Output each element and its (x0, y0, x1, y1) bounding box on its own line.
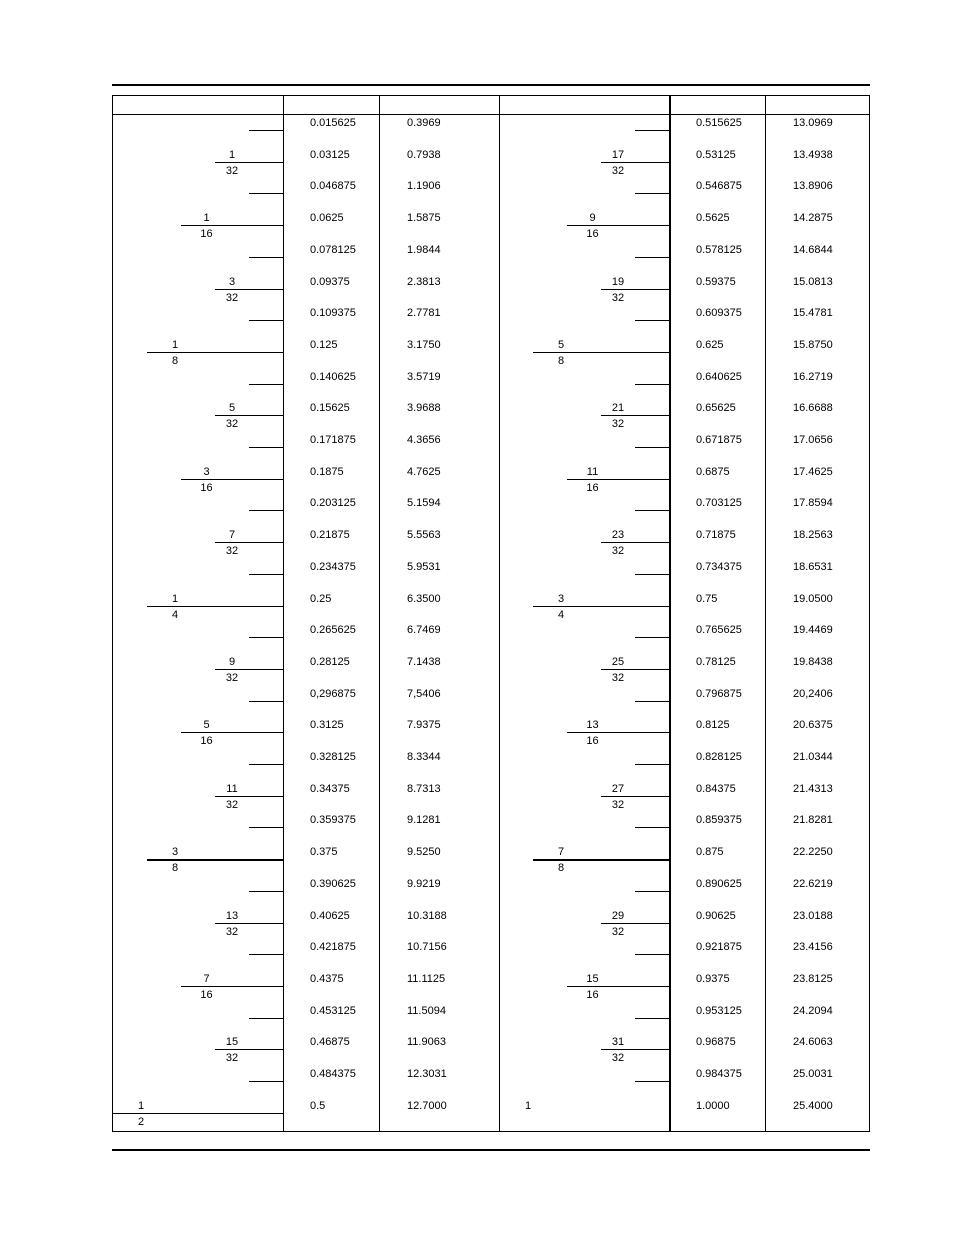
fraction-denominator: 2 (138, 1115, 145, 1128)
fraction-denominator: 32 (611, 798, 625, 811)
millimeter-value: 0.7938 (407, 148, 441, 161)
millimeter-value: 21.4313 (793, 782, 833, 795)
millimeter-value: 13.0969 (793, 117, 833, 129)
millimeter-value: 15.8750 (793, 338, 833, 351)
fraction-conversion-table (112, 95, 870, 1132)
fraction-denominator: 32 (611, 671, 625, 684)
fraction-denominator: 8 (172, 354, 179, 367)
millimeter-value: 1.5875 (407, 212, 441, 225)
fraction-numerator: 5 (558, 338, 565, 351)
fraction-numerator: 1 (138, 1099, 145, 1112)
fraction-numerator: 5 (228, 402, 236, 415)
fraction-bar (601, 289, 669, 290)
fraction-bar (147, 606, 283, 608)
top-rule (112, 84, 870, 86)
fraction-numerator: 3 (558, 592, 565, 605)
decimal-inch-value: 0.546875 (696, 180, 742, 193)
millimeter-value: 16.6688 (793, 402, 833, 415)
decimal-inch-value: 0.0625 (310, 212, 344, 225)
fraction-bar (249, 701, 283, 702)
millimeter-value: 22.2250 (793, 846, 833, 859)
fraction-denominator: 16 (586, 735, 599, 748)
millimeter-value: 4.7625 (407, 465, 441, 478)
millimeter-value: 3.9688 (407, 402, 441, 415)
millimeter-value: 23.0188 (793, 909, 833, 922)
fraction-bar (249, 130, 283, 131)
fraction-denominator: 8 (558, 354, 565, 367)
fraction-bar (635, 130, 669, 131)
fraction-denominator: 32 (611, 925, 625, 938)
fraction-numerator: 9 (228, 655, 236, 668)
fraction-bar (635, 954, 669, 955)
decimal-inch-value: 0.515625 (696, 117, 742, 129)
millimeter-value: 17.4625 (793, 465, 833, 478)
decimal-inch-value: 0.8125 (696, 719, 730, 732)
decimal-inch-value: 0.96875 (696, 1036, 736, 1049)
decimal-inch-value: 0.421875 (310, 941, 356, 954)
decimal-inch-value: 0.71875 (696, 529, 736, 542)
millimeter-value: 13.4938 (793, 148, 833, 161)
decimal-inch-value: 0.796875 (696, 687, 742, 700)
fraction-bar (533, 606, 669, 608)
fraction-numerator: 23 (611, 529, 625, 542)
millimeter-value: 19.0500 (793, 592, 833, 605)
fraction-bar (215, 289, 283, 290)
millimeter-value: 21.0344 (793, 751, 833, 763)
fraction-denominator: 32 (611, 291, 625, 304)
millimeter-value: 11.5094 (407, 1004, 446, 1017)
decimal-inch-value: 0.109375 (310, 307, 356, 320)
millimeter-value: 11.1125 (407, 972, 446, 985)
column-divider (669, 96, 671, 1131)
decimal-inch-value: 0.953125 (696, 1004, 742, 1017)
millimeter-value: 8.3344 (407, 751, 441, 763)
fraction-bar (567, 732, 669, 733)
fraction-denominator: 16 (586, 481, 599, 494)
fraction-numerator: 27 (611, 782, 625, 795)
decimal-inch-value: 0.4375 (310, 972, 344, 985)
fraction-numerator: 3 (172, 846, 179, 859)
fraction-bar (601, 923, 669, 924)
fraction-numerator: 11 (226, 782, 238, 795)
fraction-bar (601, 669, 669, 670)
decimal-inch-value: 0.046875 (310, 180, 356, 193)
fraction-bar (215, 796, 283, 797)
fraction-numerator: 7 (558, 846, 565, 859)
fraction-denominator: 16 (200, 481, 213, 494)
fraction-denominator: 16 (200, 735, 213, 748)
fraction-bar (635, 827, 669, 828)
fraction-denominator: 32 (611, 545, 625, 558)
fraction-numerator: 13 (586, 719, 599, 732)
fraction-bar (215, 542, 283, 543)
millimeter-value: 19.8438 (793, 655, 833, 668)
fraction-denominator: 16 (586, 988, 599, 1001)
decimal-inch-value: 0.140625 (310, 370, 356, 383)
fraction-bar (567, 986, 669, 987)
fraction-denominator: 32 (225, 291, 239, 304)
fraction-bar (635, 764, 669, 765)
fraction-numerator: 17 (611, 148, 625, 161)
millimeter-value: 20,2406 (793, 687, 833, 700)
fraction-bar (635, 320, 669, 321)
millimeter-value: 9.1281 (407, 814, 441, 827)
decimal-inch-value: 0.859375 (696, 814, 742, 827)
fraction-bar (601, 415, 669, 416)
millimeter-value: 14.6844 (793, 243, 833, 256)
millimeter-value: 7.9375 (407, 719, 441, 732)
fraction-numerator: 3 (228, 275, 236, 288)
fraction-numerator: 31 (611, 1036, 625, 1049)
fraction-bar (215, 162, 283, 163)
millimeter-value: 4.3656 (407, 434, 441, 446)
column-divider (765, 96, 766, 1131)
header-divider (113, 114, 869, 115)
fraction-bar (635, 701, 669, 702)
fraction-bar (567, 479, 669, 480)
fraction-numerator: 15 (225, 1036, 239, 1049)
fraction-denominator: 32 (225, 164, 239, 177)
decimal-inch-value: 0.890625 (696, 877, 742, 890)
fraction-bar (249, 447, 283, 448)
decimal-inch-value: 0.09375 (310, 275, 350, 288)
fraction-bar (601, 796, 669, 797)
fraction-bar (249, 510, 283, 511)
decimal-inch-value: 0.25 (310, 592, 332, 605)
millimeter-value: 2.3813 (407, 275, 441, 288)
fraction-bar (635, 384, 669, 385)
millimeter-value: 17.0656 (793, 434, 833, 446)
fraction-numerator: 19 (611, 275, 625, 288)
millimeter-value: 22.6219 (793, 877, 833, 890)
fraction-bar (635, 574, 669, 575)
millimeter-value: 5.5563 (407, 529, 441, 542)
millimeter-value: 14.2875 (793, 212, 833, 225)
millimeter-value: 1.1906 (407, 180, 441, 193)
fraction-bar (249, 1018, 283, 1019)
fraction-bar (113, 1113, 283, 1115)
bottom-rule (112, 1149, 870, 1151)
fraction-denominator: 4 (172, 608, 179, 621)
decimal-inch-value: 0.078125 (310, 243, 356, 256)
millimeter-value: 15.0813 (793, 275, 833, 288)
fraction-bar (533, 352, 669, 354)
fraction-numerator: 1 (525, 1099, 532, 1112)
fraction-bar (249, 891, 283, 892)
decimal-inch-value: 0.234375 (310, 560, 356, 573)
decimal-inch-value: 0.203125 (310, 497, 356, 510)
millimeter-value: 3.1750 (407, 338, 441, 351)
decimal-inch-value: 0.90625 (696, 909, 736, 922)
decimal-inch-value: 0.671875 (696, 434, 742, 446)
decimal-inch-value: 0.328125 (310, 751, 356, 763)
decimal-inch-value: 0.46875 (310, 1036, 350, 1049)
fraction-bar (249, 1081, 283, 1082)
millimeter-value: 25.4000 (793, 1099, 833, 1112)
fraction-numerator: 3 (203, 465, 210, 478)
fraction-numerator: 9 (589, 212, 596, 225)
fraction-bar (147, 352, 283, 354)
fraction-numerator: 1 (172, 592, 179, 605)
decimal-inch-value: 0.9375 (696, 972, 730, 985)
decimal-inch-value: 0.921875 (696, 941, 742, 954)
decimal-inch-value: 0.5 (310, 1099, 326, 1112)
decimal-inch-value: 0.40625 (310, 909, 350, 922)
fraction-denominator: 32 (225, 1052, 239, 1065)
fraction-bar (249, 827, 283, 828)
fraction-numerator: 25 (611, 655, 625, 668)
fraction-bar (635, 510, 669, 511)
millimeter-value: 5.9531 (407, 560, 441, 573)
fraction-bar (635, 891, 669, 892)
fraction-denominator: 32 (611, 418, 625, 431)
fraction-denominator: 16 (200, 228, 213, 241)
decimal-inch-value: 0.609375 (696, 307, 742, 320)
decimal-inch-value: 0.359375 (310, 814, 356, 827)
fraction-bar (215, 669, 283, 670)
fraction-bar (249, 257, 283, 258)
fraction-denominator: 32 (225, 545, 239, 558)
decimal-inch-value: 0.765625 (696, 624, 742, 637)
decimal-inch-value: 0.5625 (696, 212, 730, 225)
millimeter-value: 1.9844 (407, 243, 441, 256)
fraction-numerator: 15 (586, 972, 599, 985)
decimal-inch-value: 0.84375 (696, 782, 736, 795)
decimal-inch-value: 0.3125 (310, 719, 344, 732)
millimeter-value: 17.8594 (793, 497, 833, 510)
column-divider (379, 96, 380, 1131)
millimeter-value: 9.9219 (407, 877, 441, 890)
millimeter-value: 21.8281 (793, 814, 833, 827)
fraction-bar (249, 954, 283, 955)
decimal-inch-value: 0.375 (310, 846, 338, 859)
fraction-numerator: 11 (586, 465, 599, 478)
millimeter-value: 9.5250 (407, 846, 441, 859)
millimeter-value: 3.5719 (407, 370, 441, 383)
fraction-denominator: 8 (558, 862, 565, 875)
millimeter-value: 6.3500 (407, 592, 441, 605)
decimal-inch-value: 0.484375 (310, 1068, 356, 1080)
decimal-inch-value: 0.125 (310, 338, 338, 351)
fraction-numerator: 1 (203, 212, 210, 225)
millimeter-value: 12.7000 (407, 1099, 447, 1112)
millimeter-value: 13.8906 (793, 180, 833, 193)
decimal-inch-value: 0.65625 (696, 402, 736, 415)
millimeter-value: 16.2719 (793, 370, 833, 383)
fraction-numerator: 5 (203, 719, 210, 732)
millimeter-value: 24.2094 (793, 1004, 833, 1017)
fraction-denominator: 16 (586, 228, 599, 241)
decimal-inch-value: 0.734375 (696, 560, 742, 573)
fraction-bar (601, 542, 669, 543)
millimeter-value: 10.7156 (407, 941, 447, 954)
fraction-numerator: 1 (228, 148, 236, 161)
millimeter-value: 11.9063 (407, 1036, 446, 1049)
decimal-inch-value: 0.390625 (310, 877, 356, 890)
millimeter-value: 23.8125 (793, 972, 833, 985)
fraction-bar (215, 415, 283, 416)
fraction-numerator: 7 (203, 972, 210, 985)
decimal-inch-value: 1.0000 (696, 1099, 730, 1112)
fraction-bar (601, 1049, 669, 1050)
fraction-denominator: 32 (225, 418, 239, 431)
decimal-inch-value: 0.21875 (310, 529, 350, 542)
fraction-denominator: 16 (200, 988, 213, 1001)
fraction-numerator: 29 (611, 909, 625, 922)
fraction-bar (215, 923, 283, 924)
fraction-bar (567, 225, 669, 226)
decimal-inch-value: 0.78125 (696, 655, 736, 668)
fraction-denominator: 32 (225, 671, 239, 684)
fraction-bar (249, 193, 283, 194)
decimal-inch-value: 0.625 (696, 338, 724, 351)
decimal-inch-value: 0.6875 (696, 465, 730, 478)
fraction-numerator: 1 (172, 338, 179, 351)
decimal-inch-value: 0.828125 (696, 751, 742, 763)
decimal-inch-value: 0.34375 (310, 782, 350, 795)
fraction-denominator: 32 (611, 164, 625, 177)
millimeter-value: 5.1594 (407, 497, 441, 510)
fraction-numerator: 7 (228, 529, 236, 542)
fraction-bar (533, 859, 669, 861)
millimeter-value: 15.4781 (793, 307, 833, 320)
fraction-bar (635, 1081, 669, 1082)
decimal-inch-value: 0.1875 (310, 465, 344, 478)
millimeter-value: 0.3969 (407, 117, 441, 129)
millimeter-value: 18.2563 (793, 529, 833, 542)
decimal-inch-value: 0.15625 (310, 402, 350, 415)
decimal-inch-value: 0.875 (696, 846, 724, 859)
fraction-bar (249, 384, 283, 385)
fraction-numerator: 21 (611, 402, 625, 415)
decimal-inch-value: 0.03125 (310, 148, 350, 161)
fraction-bar (635, 447, 669, 448)
millimeter-value: 24.6063 (793, 1036, 833, 1049)
decimal-inch-value: 0.28125 (310, 655, 350, 668)
decimal-inch-value: 0.703125 (696, 497, 742, 510)
fraction-denominator: 8 (172, 862, 179, 875)
fraction-denominator: 32 (225, 925, 239, 938)
millimeter-value: 18.6531 (793, 560, 833, 573)
decimal-inch-value: 0.984375 (696, 1068, 742, 1080)
fraction-denominator: 32 (611, 1052, 625, 1065)
fraction-bar (249, 574, 283, 575)
fraction-bar (635, 1018, 669, 1019)
fraction-bar (181, 986, 283, 987)
fraction-bar (635, 257, 669, 258)
millimeter-value: 2.7781 (407, 307, 441, 320)
fraction-bar (249, 637, 283, 638)
fraction-bar (147, 859, 283, 861)
fraction-bar (635, 193, 669, 194)
fraction-bar (181, 732, 283, 733)
column-divider (499, 96, 500, 1131)
fraction-numerator: 13 (225, 909, 239, 922)
millimeter-value: 7,5406 (407, 687, 441, 700)
fraction-bar (249, 320, 283, 321)
millimeter-value: 6.7469 (407, 624, 441, 637)
decimal-inch-value: 0,296875 (310, 687, 356, 700)
millimeter-value: 7.1438 (407, 655, 441, 668)
decimal-inch-value: 0.640625 (696, 370, 742, 383)
decimal-inch-value: 0.171875 (310, 434, 356, 446)
decimal-inch-value: 0.75 (696, 592, 718, 605)
millimeter-value: 10.3188 (407, 909, 447, 922)
fraction-denominator: 32 (225, 798, 239, 811)
decimal-inch-value: 0.53125 (696, 148, 736, 161)
millimeter-value: 25.0031 (793, 1068, 833, 1080)
decimal-inch-value: 0.453125 (310, 1004, 356, 1017)
millimeter-value: 19.4469 (793, 624, 833, 637)
decimal-inch-value: 0.59375 (696, 275, 736, 288)
fraction-bar (249, 764, 283, 765)
decimal-inch-value: 0.578125 (696, 243, 742, 256)
millimeter-value: 12.3031 (407, 1068, 447, 1080)
fraction-denominator: 4 (558, 608, 565, 621)
millimeter-value: 23.4156 (793, 941, 833, 954)
fraction-bar (635, 637, 669, 638)
fraction-bar (181, 225, 283, 226)
millimeter-value: 8.7313 (407, 782, 441, 795)
decimal-inch-value: 0.015625 (310, 117, 356, 129)
fraction-bar (181, 479, 283, 480)
fraction-bar (601, 162, 669, 163)
column-divider (283, 96, 284, 1131)
decimal-inch-value: 0.265625 (310, 624, 356, 637)
millimeter-value: 20.6375 (793, 719, 833, 732)
fraction-bar (215, 1049, 283, 1050)
